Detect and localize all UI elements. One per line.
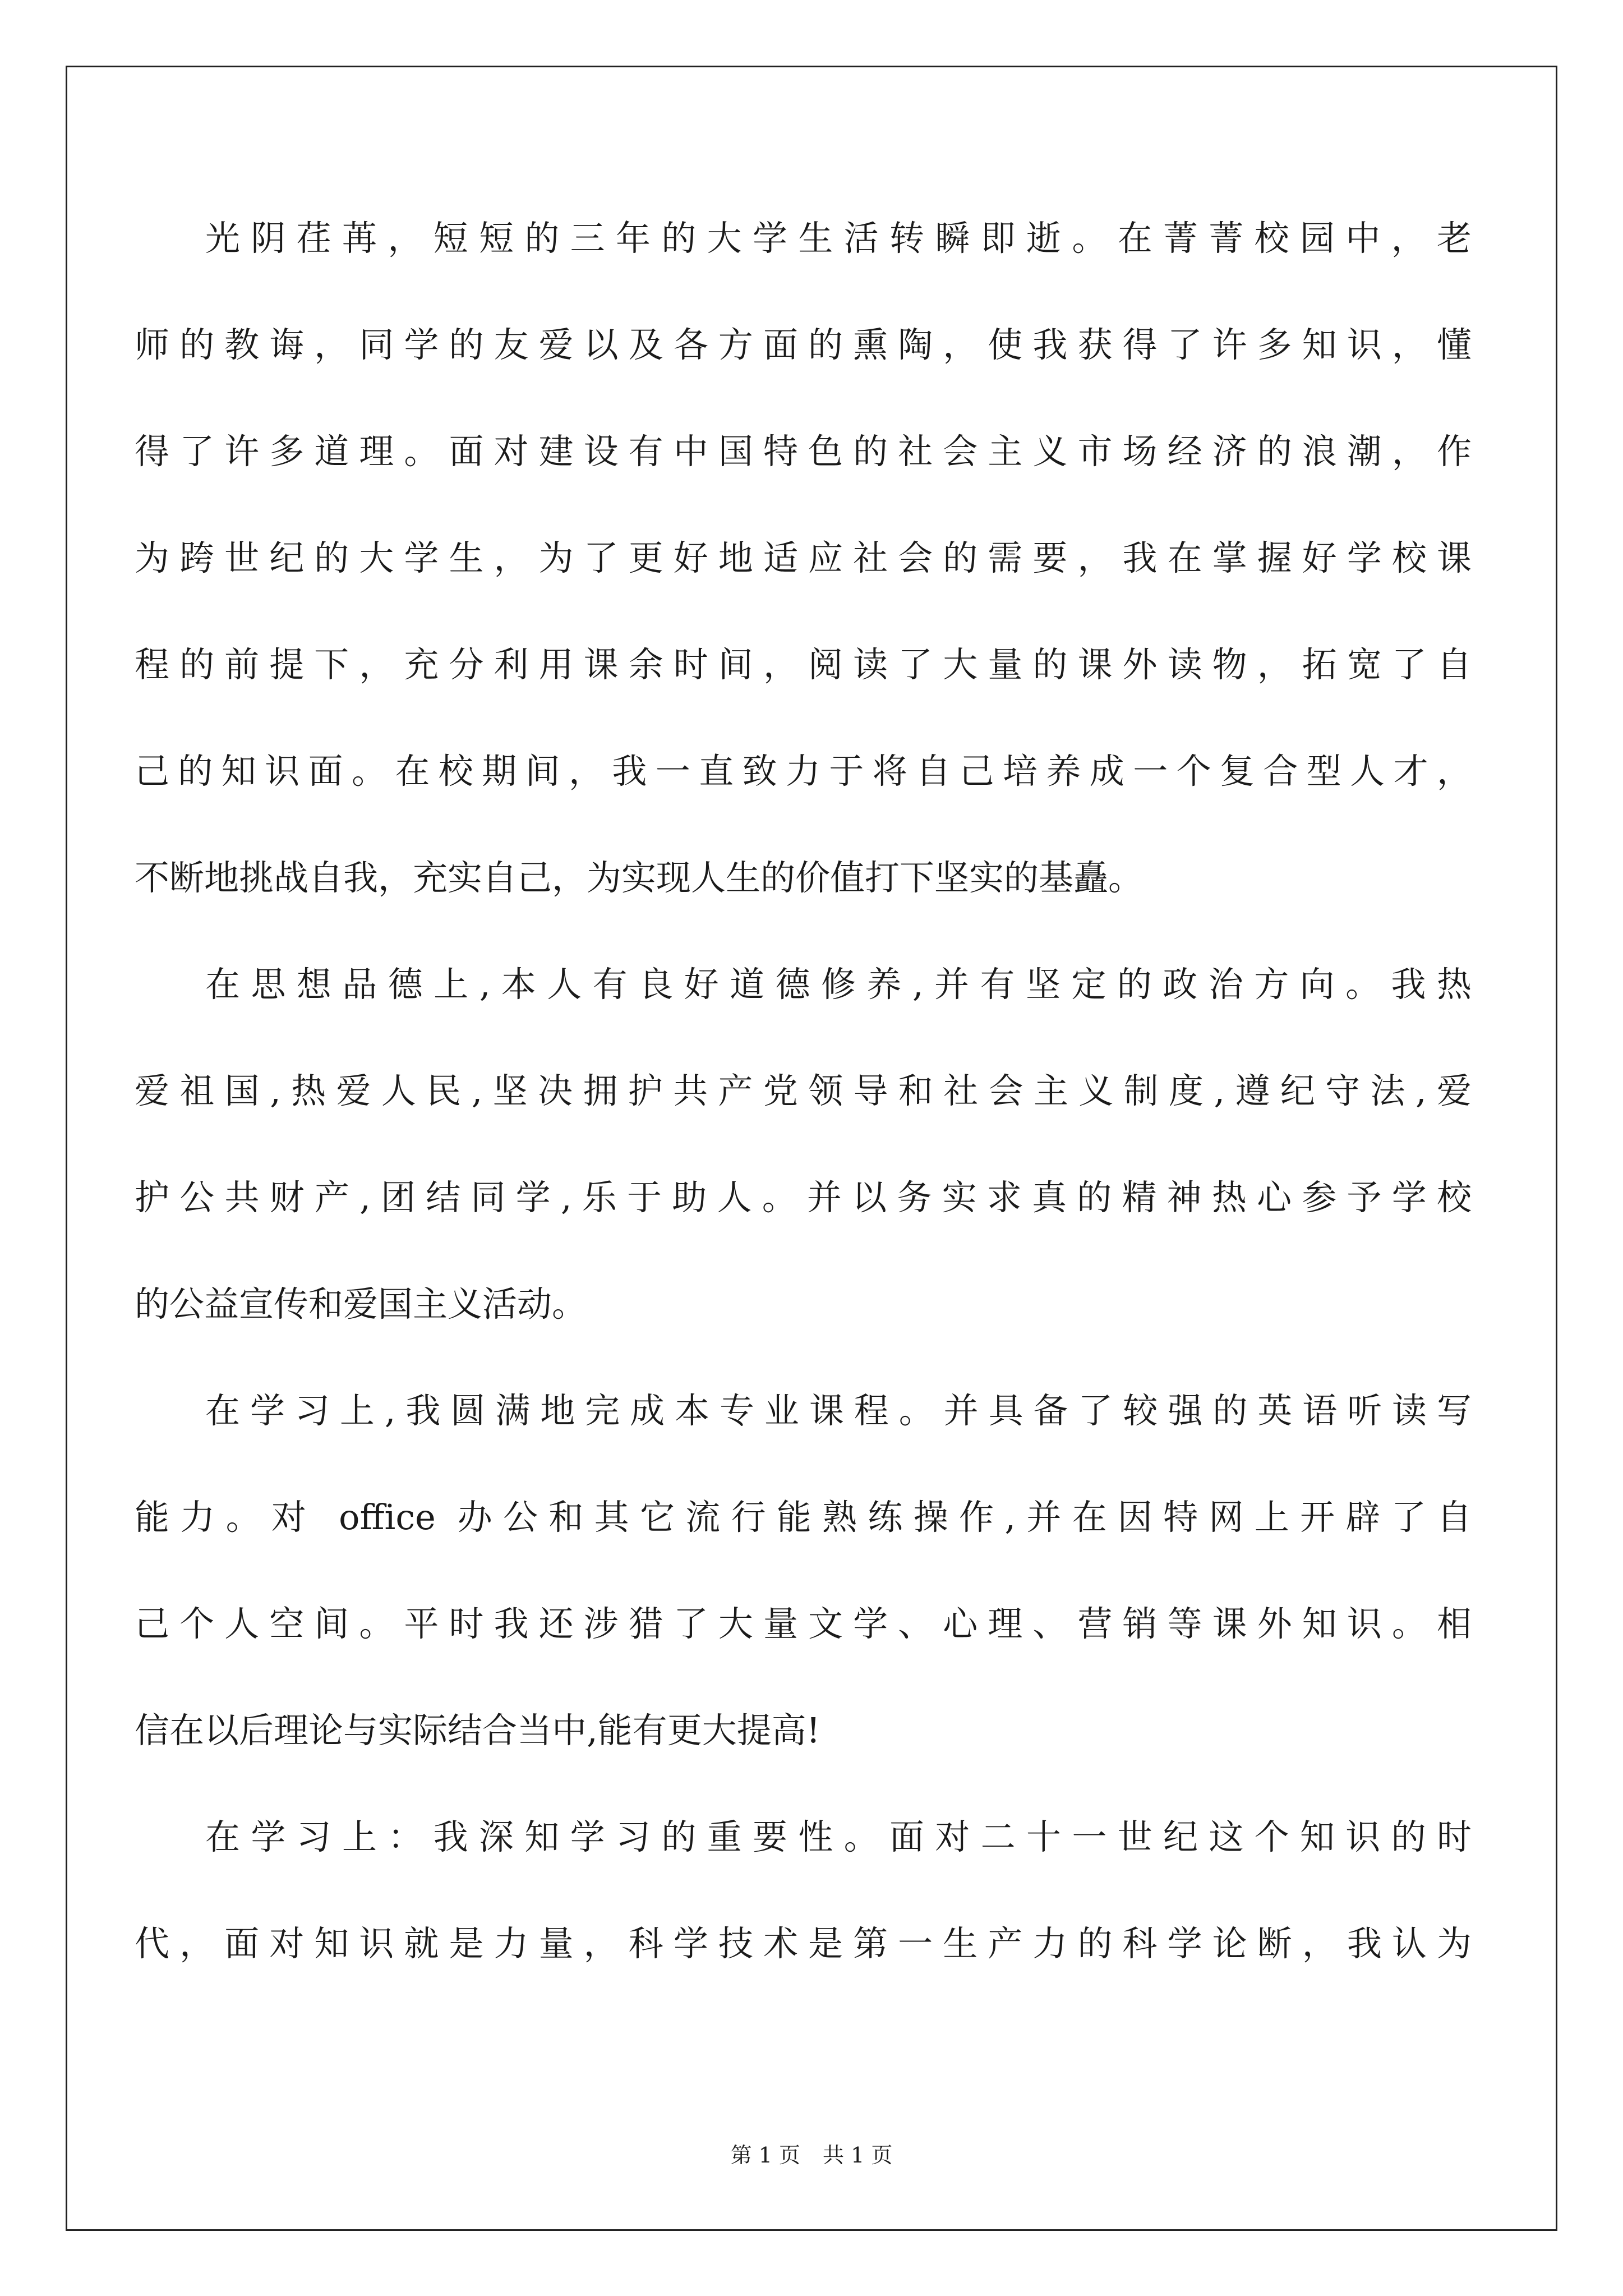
page-number-total: 共 1 页 xyxy=(823,2143,893,2168)
text-line: 在学习上,我圆满地完成本专业课程。并具备了较强的英语听读写 xyxy=(205,1390,1472,1431)
text-line: 的公益宣传和爱国主义活动。 xyxy=(135,1283,587,1324)
paragraph-2 xyxy=(135,931,1472,1358)
text-line: 师的教诲，同学的友爱以及各方面的熏陶，使我获得了许多知识，懂 xyxy=(135,324,1472,365)
text-line: 爱祖国,热爱人民,坚决拥护共产党领导和社会主义制度,遵纪守法,爱 xyxy=(135,1070,1472,1111)
text-line: 护公共财产,团结同学,乐于助人。并以务实求真的精神热心参予学校 xyxy=(135,1177,1472,1218)
text-line: 能力。对 office 办公和其它流行能熟练操作,并在因特网上开辟了自 xyxy=(135,1497,1472,1538)
paragraph-3 xyxy=(135,1358,1472,1784)
text-line: 在思想品德上,本人有良好道德修养,并有坚定的政治方向。我热 xyxy=(205,964,1472,1005)
text-line: 得了许多道理。面对建设有中国特色的社会主义市场经济的浪潮，作 xyxy=(135,431,1472,472)
text-line: 光阴荏苒，短短的三年的大学生活转瞬即逝。在菁菁校园中，老 xyxy=(205,218,1472,259)
paragraph-4 xyxy=(135,1784,1472,1997)
text-line: 己个人空间。平时我还涉猎了大量文学、心理、营销等课外知识。相 xyxy=(135,1603,1472,1644)
text-line: 信在以后理论与实际结合当中,能有更大提高! xyxy=(135,1710,820,1751)
text-line: 己的知识面。在校期间，我一直致力于将自己培养成一个复合型人才， xyxy=(135,751,1472,792)
text-line: 不断地挑战自我，充实自己，为实现人生的价值打下坚实的基矗。 xyxy=(135,857,1144,898)
paragraph-1 xyxy=(135,185,1472,931)
page-number-current: 第 1 页 xyxy=(730,2143,800,2168)
page-footer xyxy=(0,2138,1623,2172)
text-line: 代，面对知识就是力量，科学技术是第一生产力的科学论断，我认为 xyxy=(135,1923,1472,1964)
text-line: 在学习上：我深知学习的重要性。面对二十一世纪这个知识的时 xyxy=(205,1816,1472,1857)
document-body xyxy=(135,185,1472,2053)
text-line: 为跨世纪的大学生，为了更好地适应社会的需要，我在掌握好学校课 xyxy=(135,537,1472,578)
text-line: 程的前提下，充分利用课余时间，阅读了大量的课外读物，拓宽了自 xyxy=(135,644,1472,685)
